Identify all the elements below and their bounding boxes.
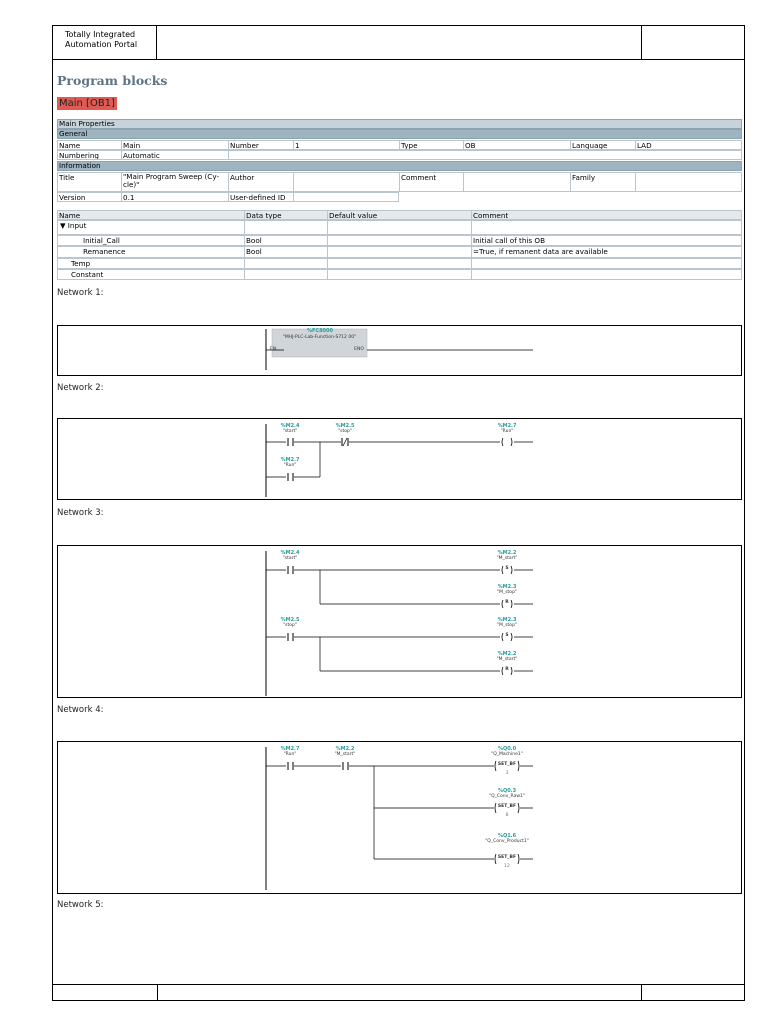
- row-type: Bool: [244, 246, 327, 258]
- value-type: OB: [463, 140, 570, 150]
- general-header: General: [57, 129, 742, 139]
- output-address: %Q0.3: [497, 788, 517, 794]
- footer-divider: [641, 985, 642, 1001]
- label-name: Name: [57, 140, 121, 150]
- row-name: Temp: [57, 258, 244, 269]
- output-address: %Q1.6: [497, 833, 517, 839]
- row-name: Initial_Call: [57, 235, 244, 246]
- interface-row: [57, 235, 742, 246]
- value-comment: [463, 172, 570, 192]
- interface-row: [57, 220, 742, 235]
- interface-row: [57, 246, 742, 258]
- row-comment: =True, if remanent data are available: [471, 246, 742, 258]
- page-footer: [53, 984, 744, 1000]
- contact-symbol: "Run": [283, 752, 297, 757]
- output-count: 12: [504, 864, 510, 869]
- row-name: Remanence: [57, 246, 244, 258]
- header-divider: [641, 26, 642, 59]
- label-type: Type: [399, 140, 463, 150]
- output-op: SET_BF: [497, 762, 517, 767]
- output-count: 3: [505, 771, 509, 776]
- output-count: 8: [505, 813, 509, 818]
- row-comment: [471, 220, 742, 235]
- contact-address: %M2.5: [280, 617, 300, 623]
- contact-address: %M2.2: [335, 746, 355, 752]
- row-name: Constant: [57, 269, 244, 280]
- value-numbering: Automatic: [121, 150, 228, 160]
- contact-symbol: "stop": [338, 429, 352, 434]
- network-2-title: Network 2:: [57, 383, 104, 393]
- output-op: SET_BF: [497, 855, 517, 860]
- fc-en: EN: [269, 347, 277, 352]
- row-default: [327, 258, 471, 269]
- coil-symbol: "M_start": [496, 657, 518, 662]
- row-comment: [471, 258, 742, 269]
- output-address: %Q0.0: [497, 746, 517, 752]
- network-3-title: Network 3:: [57, 508, 104, 518]
- label-language: Language: [570, 140, 635, 150]
- interface-row: [57, 258, 742, 269]
- numbering-filler: [228, 150, 742, 160]
- network-2: [57, 418, 742, 500]
- network-4-ladder: [58, 742, 743, 895]
- label-numbering: Numbering: [57, 150, 121, 160]
- contact-address: %M2.7: [280, 746, 300, 752]
- interface-row: [57, 269, 742, 280]
- label-comment: Comment: [399, 172, 463, 192]
- network-1-ladder: [58, 326, 743, 377]
- contact-symbol: "start": [282, 556, 298, 561]
- fc-address: %FC8000: [306, 328, 333, 334]
- value-user-id: [293, 192, 399, 202]
- general-row: [57, 140, 742, 150]
- row-default: [327, 220, 471, 235]
- contact-address: %M2.5: [335, 423, 355, 429]
- col-comment: Comment: [471, 210, 742, 220]
- main-properties-header: Main Properties: [57, 119, 742, 129]
- label-user-id: User-defined ID: [228, 192, 293, 202]
- app-name: [53, 26, 157, 59]
- network-2-ladder: [58, 419, 743, 501]
- page-header: [53, 26, 744, 60]
- row-default: [327, 235, 471, 246]
- network-4-title: Network 4:: [57, 705, 104, 715]
- info-row: [57, 172, 742, 192]
- fc-eno: ENO: [354, 347, 364, 352]
- row-comment: Initial call of this OB: [471, 235, 742, 246]
- output-symbol: "Q_Conv_Product1": [485, 839, 529, 844]
- output-op: SET_BF: [497, 804, 517, 809]
- value-family: [635, 172, 742, 192]
- value-number: 1: [293, 140, 399, 150]
- col-datatype: Data type: [244, 210, 327, 220]
- coil-address: %M2.2: [497, 550, 517, 556]
- contact-address: %M2.4: [280, 423, 300, 429]
- output-symbol: "Q_Machine1": [491, 752, 523, 757]
- label-author: Author: [228, 172, 293, 192]
- label-title: Title: [57, 172, 121, 192]
- coil-address: %M2.3: [497, 617, 517, 623]
- interface-header: [57, 210, 742, 220]
- row-name: ▼ Input: [57, 220, 244, 235]
- contact-address: %M2.7: [280, 457, 300, 463]
- output-symbol: "Q_Conv_Raw1": [489, 794, 525, 799]
- app-name-line2: Automation Portal: [65, 40, 138, 49]
- col-default: Default value: [327, 210, 471, 220]
- value-language: LAD: [635, 140, 742, 150]
- block-badge: Main [OB1]: [59, 98, 115, 109]
- value-version: 0.1: [121, 192, 228, 202]
- row-default: [327, 246, 471, 258]
- coil-op: S: [505, 633, 509, 638]
- label-family: Family: [570, 172, 635, 192]
- label-number: Number: [228, 140, 293, 150]
- coil-op: R: [505, 667, 509, 672]
- row-type: [244, 220, 327, 235]
- contact-symbol: "M_start": [334, 752, 356, 757]
- network-3-ladder: [58, 546, 743, 699]
- fc-name: "MHJ-PLC-Lab-Function-S712 00": [282, 335, 357, 340]
- network-1-title: Network 1:: [57, 288, 104, 298]
- contact-symbol: "Run": [283, 463, 297, 468]
- coil-op: R: [505, 600, 509, 605]
- network-4: [57, 741, 742, 894]
- section-title: Program blocks: [57, 73, 168, 88]
- coil-symbol: "M_stop": [497, 590, 517, 595]
- value-author: [293, 172, 399, 192]
- coil-address: %M2.3: [497, 584, 517, 590]
- contact-symbol: "stop": [283, 623, 297, 628]
- value-name: Main: [121, 140, 228, 150]
- col-name: Name: [57, 210, 244, 220]
- coil-symbol: "M_stop": [497, 623, 517, 628]
- value-title: "Main Program Sweep (Cy-cle)": [121, 172, 228, 192]
- row-type: [244, 258, 327, 269]
- row-type: Bool: [244, 235, 327, 246]
- coil-symbol: "M_start": [496, 556, 518, 561]
- coil-op: S: [505, 566, 509, 571]
- information-header: Information: [57, 161, 742, 171]
- coil-address: %M2.7: [497, 423, 517, 429]
- version-row: [57, 192, 742, 202]
- label-version: Version: [57, 192, 121, 202]
- network-3: [57, 545, 742, 698]
- row-comment: [471, 269, 742, 280]
- row-default: [327, 269, 471, 280]
- row-type: [244, 269, 327, 280]
- contact-address: %M2.4: [280, 550, 300, 556]
- network-1: [57, 325, 742, 376]
- coil-symbol: "Run": [500, 429, 514, 434]
- numbering-row: [57, 150, 742, 160]
- contact-symbol: "start": [282, 429, 298, 434]
- network-5-title: Network 5:: [57, 900, 104, 910]
- coil-address: %M2.2: [497, 651, 517, 657]
- app-name-line1: Totally Integrated: [65, 30, 136, 39]
- footer-divider: [157, 985, 158, 1001]
